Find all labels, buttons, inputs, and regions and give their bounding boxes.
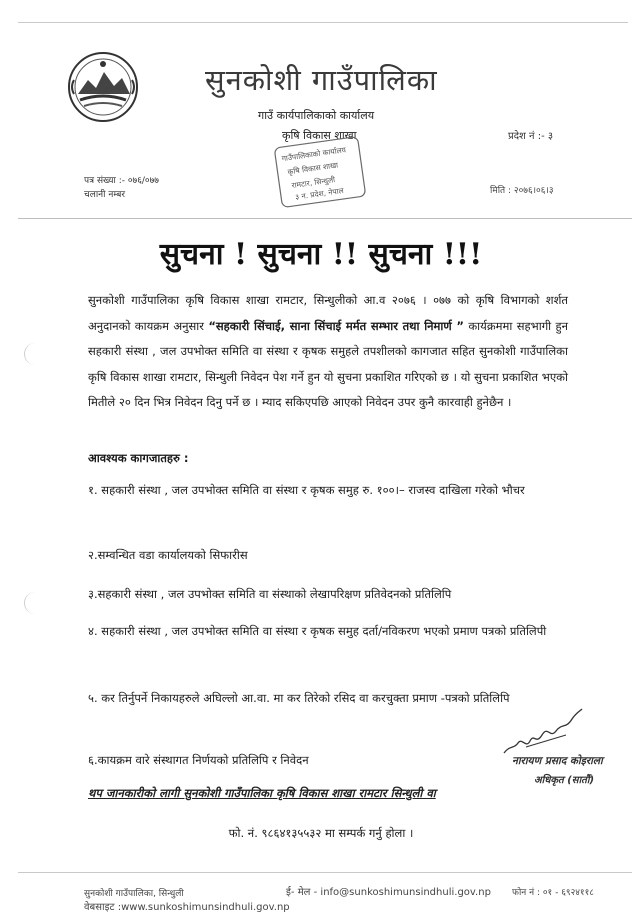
footer-phone: फोन नं : ०१ - ६९२४११८	[512, 888, 594, 898]
punch-hole-mark	[24, 343, 37, 365]
signatory-title: अधिकृत (सातौं)	[534, 775, 595, 786]
document-item-3: ३.सहकारी संस्था , जल उपभोक्त समिति वा संस्थाको लेखापरिक्षण प्रतिवेदनको प्रतिलिपि	[88, 587, 452, 601]
dispatch-number: चलानी नम्बर	[84, 190, 126, 200]
top-rule	[18, 22, 628, 23]
org-name: सुनकोशी गाउँपालिका	[205, 63, 438, 97]
letter-date: मिति : २०७६।०६।३	[490, 186, 554, 196]
more-info-line: थप जानकारीको लागी सुनकोशी गाउँपालिका कृषि विकास शाखा रामटार सिन्धुली वा	[88, 786, 436, 800]
office-name: गाउँ कार्यपालिकाको कार्यालय	[258, 109, 375, 122]
stamp-line-3: रामटार, सिन्धुली	[290, 175, 336, 191]
branch-name: कृषि विकास शाखा	[282, 129, 357, 142]
document-item-2: २.सम्वन्धित वडा कार्यालयको सिफारीस	[88, 548, 248, 562]
stamp-line-1: गाउँपालिकाको कार्यालय	[281, 145, 347, 164]
notice-paragraph	[88, 288, 568, 416]
contact-phone: फो. नं. ९८६४१३५५३२ मा सम्पर्क गर्नु होला ।	[228, 826, 414, 840]
paragraph-text-2: कार्यक्रममा सहभागी हुन सहकारी संस्था , जल उपभोक्त समिति वा संस्था र कृषक समुहले तपशीलको कागजात सहित सुनकोशी गाउँपालिका कृषि विकास शाखा रामटार, सिन्धुली निवेदन पेश गर्ने हुन यो सुचना प्रकाशित गरिएको छ । यो सुचना प्रकाशित भएको मितीले २० दिन भित्र निवेदन दिनु पर्ने छ । म्याद सकिएपछि आएको निवेदन उपर कुनै कारवाही हुनेछैन ।	[88, 318, 568, 409]
footer-email: ई- मेल - info@sunkoshimunsindhuli.gov.np	[286, 887, 491, 898]
official-stamp	[272, 136, 368, 208]
punch-hole-mark	[24, 592, 37, 614]
header-separator	[18, 218, 632, 219]
program-name: “सहकारी सिंचाई, साना सिंचाई मर्मत सम्भार तथा निमार्ण ”	[208, 318, 464, 333]
paragraph-text-1: सुनकोशी गाउँपालिका कृषि विकास शाखा रामटार, सिन्धुलीको आ.व २०७६ । ०७७ को कृषि विभागको शर्शत अनुदानको कायक्रम अनुसार	[88, 293, 568, 333]
stamp-line-4: ३ न. प्रदेश, नेपाल	[294, 185, 345, 202]
document-item-5: ५. कर तिर्नुपर्ने निकायहरुले अघिल्लो आ.वा. मा कर तिरेको रसिद वा करचुक्ता प्रमाण -पत्रको प्रतिलिपि	[88, 691, 510, 705]
nepal-emblem-icon	[66, 50, 140, 124]
signatory-name: नारायण प्रसाद कोइराला	[512, 755, 603, 767]
stamp-line-2: कृषि विकास शाखा	[287, 160, 339, 177]
document-item-6: ६.कायक्रम वारे संस्थागत निर्णयको प्रतिलिपि र निवेदन	[88, 753, 309, 767]
footer-org: सुनकोशी गाउँपालिका, सिन्धुली	[84, 889, 184, 899]
document-item-1: १. सहकारी संस्था , जल उपभोक्त समिति वा संस्था र कृषक समुह रु. १००।– राजस्व दाखिला गरेको भौचर	[88, 483, 525, 497]
reference-number: पत्र संख्या :- ०७६/०७७	[84, 176, 159, 186]
province-label: प्रदेश नं :- ३	[508, 131, 554, 142]
required-documents-heading: आवश्यक कागजातहरु :	[88, 451, 189, 465]
notice-heading: सुचना ! सुचना !! सुचना !!!	[159, 237, 483, 272]
footer-website: वेबसाइट :www.sunkoshimunsindhuli.gov.np	[84, 902, 290, 913]
footer-rule	[18, 872, 632, 873]
document-item-4: ४. सहकारी संस्था , जल उपभोक्त समिति वा संस्था र कृषक समुह दर्ता/नविकरण भएको प्रमाण पत्रको प्रतिलिपी	[88, 624, 547, 638]
